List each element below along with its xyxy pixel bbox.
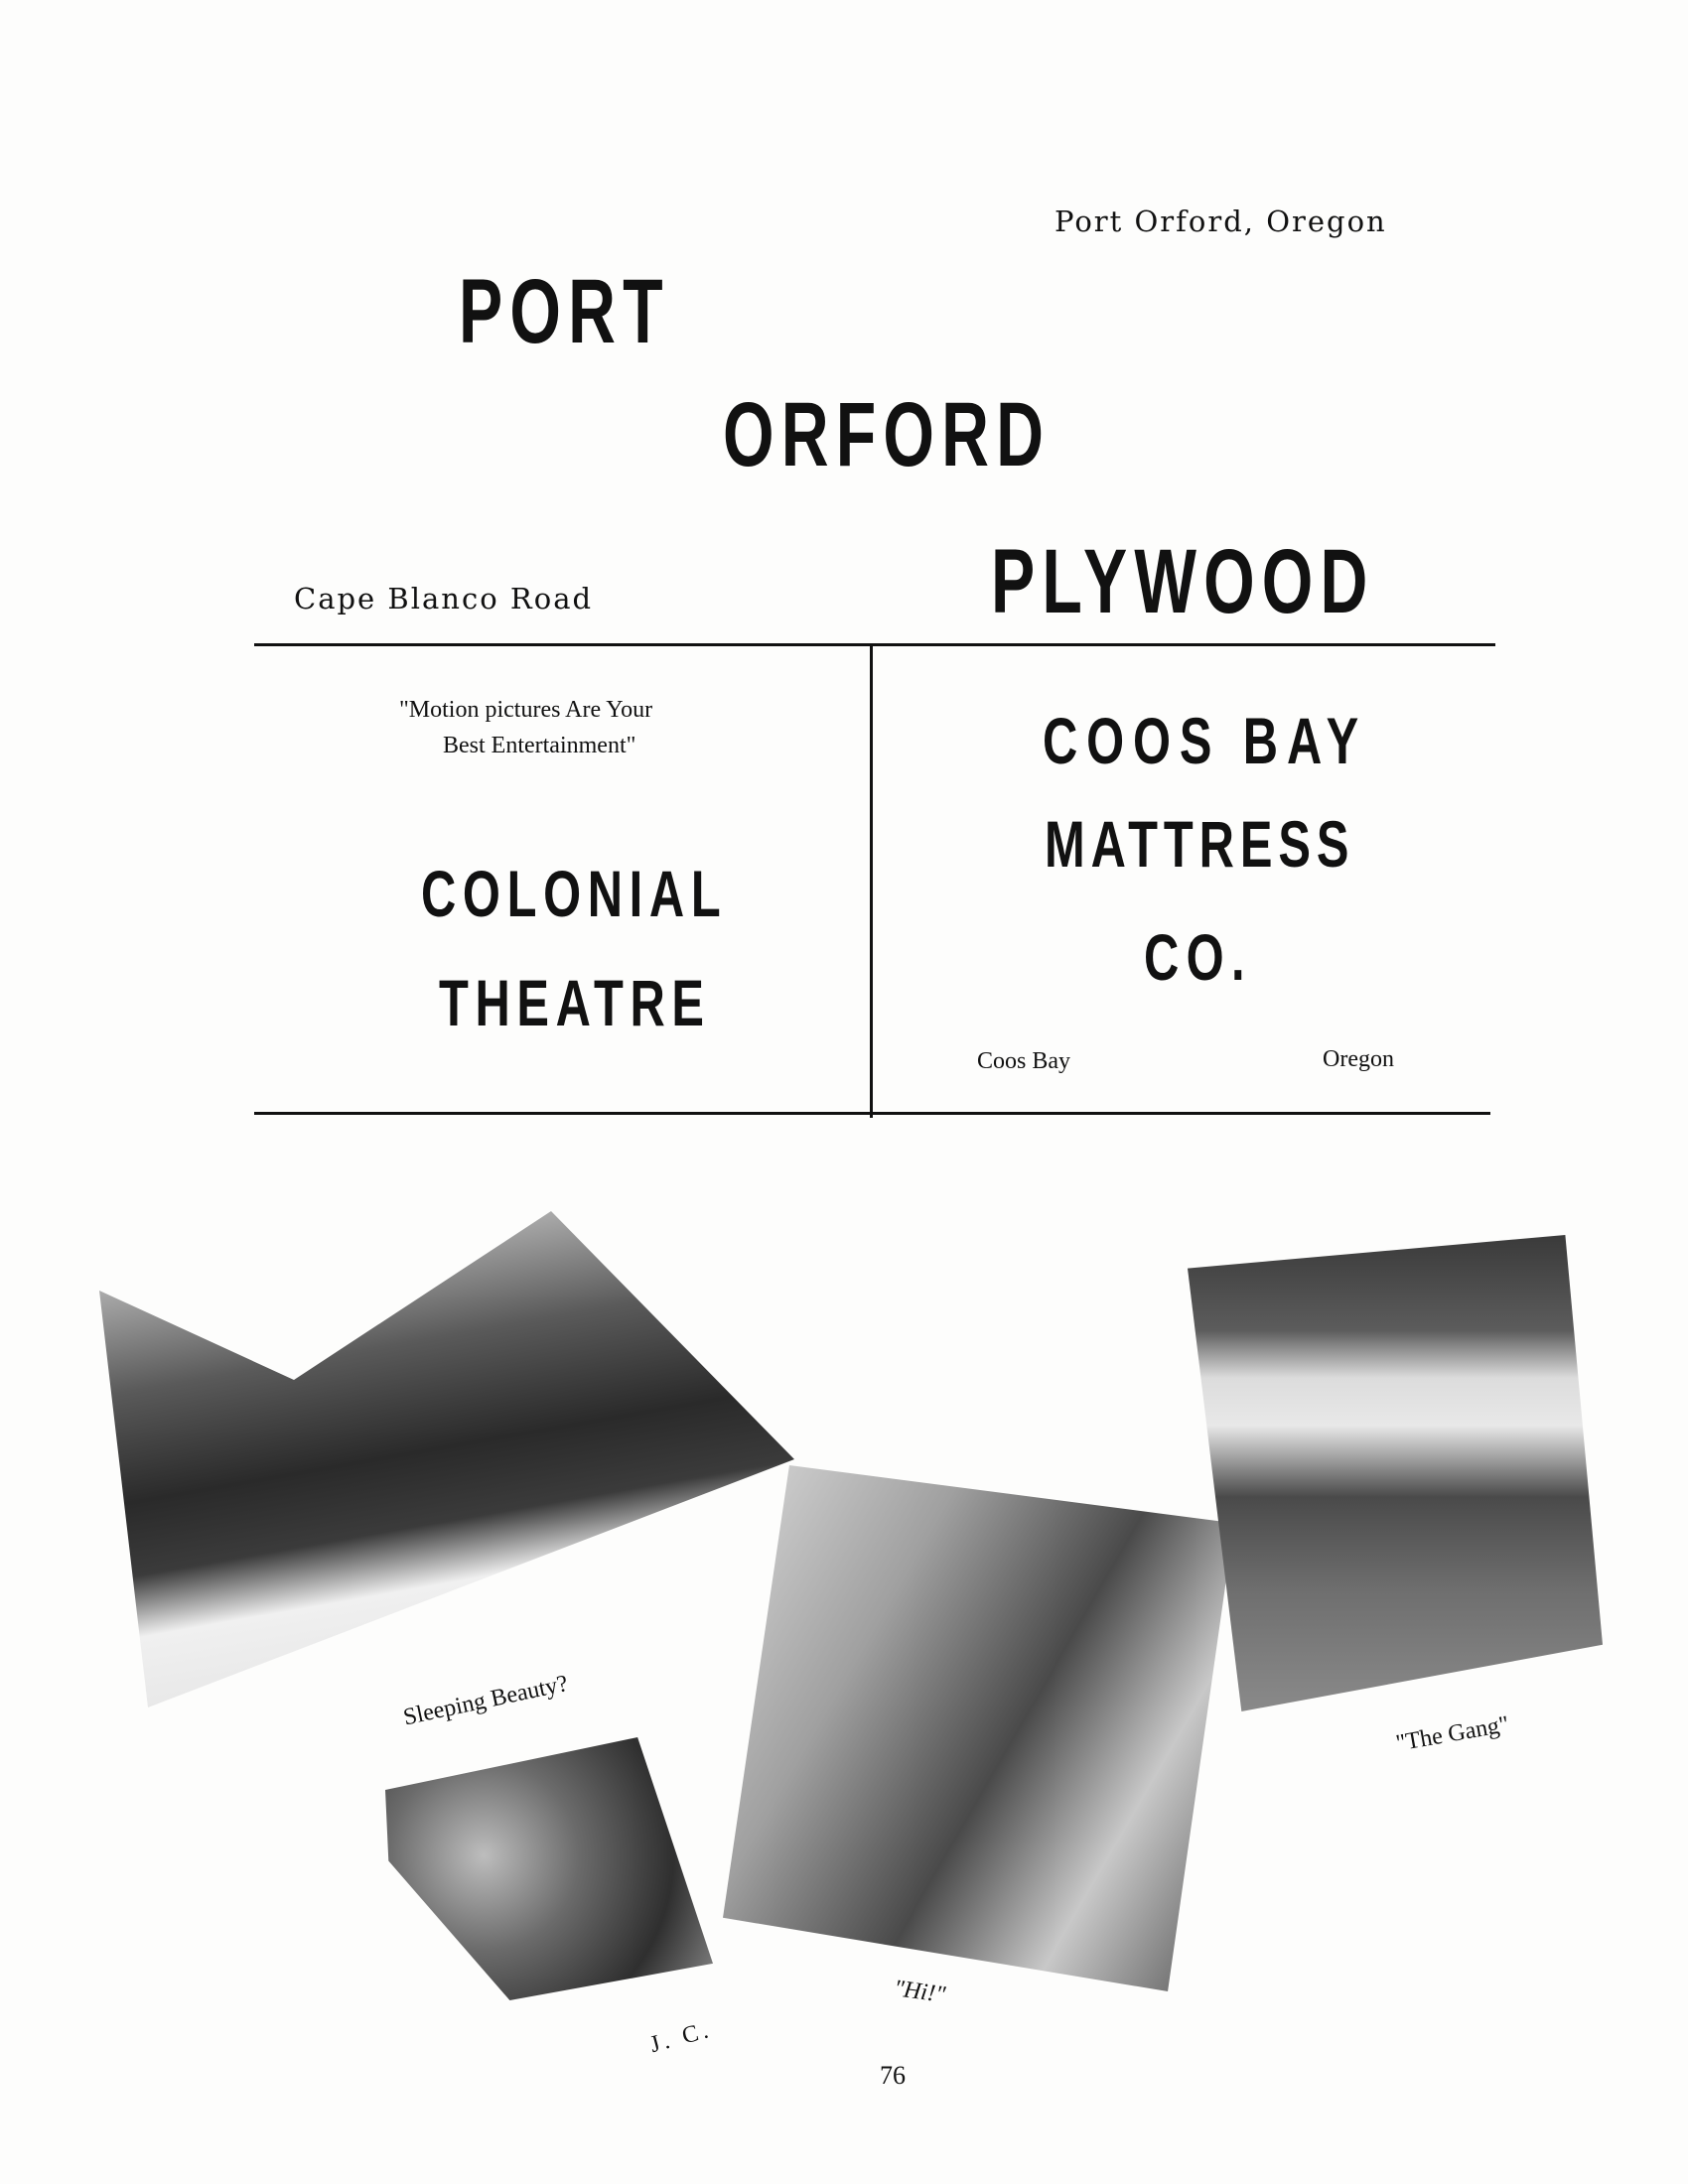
location-text: Port Orford, Oregon <box>1055 205 1387 238</box>
mattress-city: Coos Bay <box>977 1048 1071 1074</box>
vertical-divider <box>870 645 873 1118</box>
mattress-name-line-2: MATTRESS <box>1045 807 1355 881</box>
caption-the-gang: "The Gang" <box>1394 1711 1511 1757</box>
caption-hi: "Hi!" <box>892 1976 947 2009</box>
company-name-line-2: ORFORD <box>723 384 1052 485</box>
company-name-line-3: PLYWOOD <box>991 531 1375 632</box>
theatre-name-line-1: COLONIAL <box>421 857 728 930</box>
caption-jc: J. C. <box>647 2016 715 2059</box>
the-gang-photo <box>1188 1235 1603 1711</box>
sleeping-beauty-photo <box>99 1211 794 1707</box>
mattress-name-line-1: COOS BAY <box>1043 704 1368 777</box>
hi-photo <box>723 1465 1234 1991</box>
slogan-line-2: Best Entertainment" <box>443 733 636 758</box>
slogan-line-1: "Motion pictures Are Your <box>399 697 653 723</box>
mattress-state: Oregon <box>1323 1046 1394 1072</box>
page-number: 76 <box>880 2061 906 2090</box>
bottom-horizontal-rule <box>254 1112 1490 1115</box>
jc-photo <box>385 1737 713 2000</box>
caption-sleeping-beauty: Sleeping Beauty? <box>401 1670 571 1731</box>
top-horizontal-rule <box>254 643 1495 646</box>
address-text: Cape Blanco Road <box>294 582 594 615</box>
mattress-name-line-3: CO. <box>1144 920 1253 994</box>
theatre-name-line-2: THEATRE <box>439 966 711 1039</box>
company-name-line-1: PORT <box>459 261 670 362</box>
